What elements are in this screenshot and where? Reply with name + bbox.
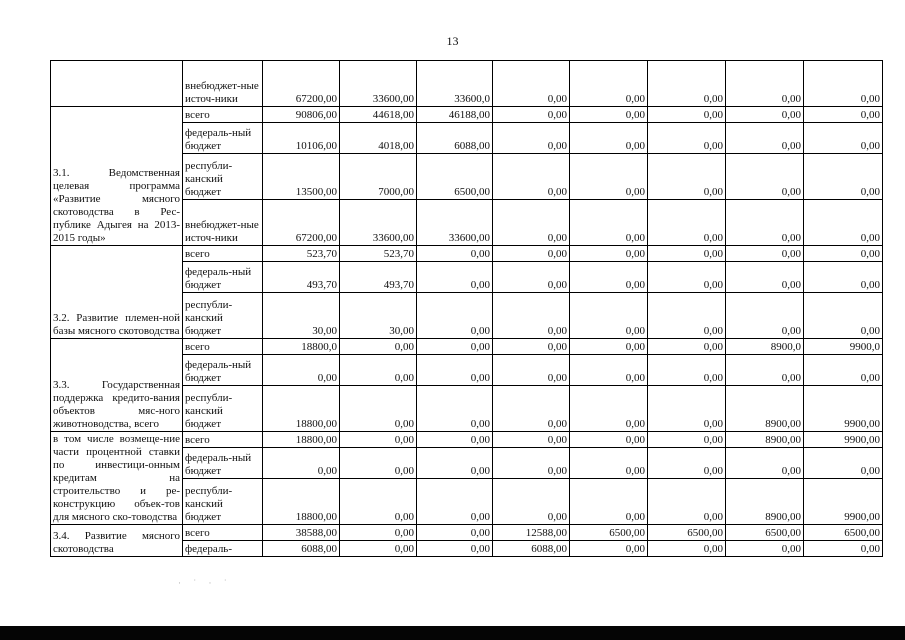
amount-cell: 18800,00 [263, 479, 340, 525]
funding-source-cell: внебюджет-ные источ-ники [183, 200, 263, 246]
amount-cell: 0,00 [804, 262, 883, 293]
amount-cell: 0,00 [804, 154, 883, 200]
amount-cell: 0,00 [648, 386, 726, 432]
amount-cell: 0,00 [648, 61, 726, 107]
amount-cell: 0,00 [648, 107, 726, 123]
program-name-cell: 3.2. Развитие племен-ной базы мясного скотоводства [51, 246, 183, 339]
amount-cell: 0,00 [804, 293, 883, 339]
amount-cell: 0,00 [417, 479, 493, 525]
amount-cell: 38588,00 [263, 525, 340, 541]
amount-cell: 493,70 [263, 262, 340, 293]
amount-cell: 0,00 [417, 432, 493, 448]
amount-cell: 0,00 [417, 355, 493, 386]
amount-cell: 67200,00 [263, 200, 340, 246]
amount-cell: 0,00 [417, 339, 493, 355]
amount-cell: 8900,00 [726, 386, 804, 432]
amount-cell: 33600,00 [340, 200, 417, 246]
amount-cell: 0,00 [417, 386, 493, 432]
amount-cell: 44618,00 [340, 107, 417, 123]
program-name-cell: 3.4. Развитие мясного скотоводства [51, 525, 183, 557]
amount-cell: 0,00 [570, 355, 648, 386]
budget-table [50, 60, 883, 557]
amount-cell: 9900,0 [804, 339, 883, 355]
amount-cell: 0,00 [726, 123, 804, 154]
amount-cell: 0,00 [648, 262, 726, 293]
amount-cell: 0,00 [570, 262, 648, 293]
amount-cell: 0,00 [648, 246, 726, 262]
amount-cell: 0,00 [493, 386, 570, 432]
amount-cell: 8900,0 [726, 339, 804, 355]
page-number: 13 [446, 34, 459, 48]
amount-cell: 0,00 [263, 355, 340, 386]
amount-cell: 0,00 [340, 448, 417, 479]
amount-cell: 493,70 [340, 262, 417, 293]
amount-cell: 33600,00 [417, 200, 493, 246]
funding-source-cell: федераль-ный бюджет [183, 448, 263, 479]
amount-cell: 0,00 [570, 246, 648, 262]
funding-source-cell: республи-канский бюджет [183, 479, 263, 525]
amount-cell: 4018,00 [340, 123, 417, 154]
amount-cell: 0,00 [570, 200, 648, 246]
amount-cell: 6500,00 [648, 525, 726, 541]
amount-cell: 0,00 [648, 541, 726, 557]
amount-cell: 12588,00 [493, 525, 570, 541]
amount-cell: 0,00 [493, 200, 570, 246]
amount-cell: 0,00 [417, 541, 493, 557]
amount-cell: 0,00 [804, 200, 883, 246]
amount-cell: 0,00 [417, 525, 493, 541]
funding-source-cell: всего [183, 525, 263, 541]
amount-cell: 0,00 [493, 123, 570, 154]
amount-cell: 6500,00 [570, 525, 648, 541]
amount-cell: 0,00 [804, 541, 883, 557]
amount-cell: 0,00 [493, 432, 570, 448]
amount-cell: 0,00 [648, 123, 726, 154]
amount-cell: 0,00 [340, 339, 417, 355]
amount-cell: 0,00 [493, 479, 570, 525]
table-body [51, 61, 883, 557]
funding-source-cell: федераль-ный бюджет [183, 123, 263, 154]
amount-cell: 0,00 [493, 339, 570, 355]
amount-cell: 0,00 [726, 154, 804, 200]
amount-cell: 6088,00 [417, 123, 493, 154]
amount-cell: 0,00 [804, 246, 883, 262]
funding-source-cell: республи-канский бюджет [183, 154, 263, 200]
amount-cell: 0,00 [493, 293, 570, 339]
funding-source-cell: республи-канский бюджет [183, 293, 263, 339]
amount-cell: 0,00 [726, 541, 804, 557]
table-row [51, 339, 883, 355]
amount-cell: 13500,00 [263, 154, 340, 200]
funding-source-cell: всего [183, 432, 263, 448]
amount-cell: 523,70 [263, 246, 340, 262]
amount-cell: 7000,00 [340, 154, 417, 200]
amount-cell: 90806,00 [263, 107, 340, 123]
amount-cell: 6088,00 [493, 541, 570, 557]
amount-cell: 0,00 [570, 107, 648, 123]
amount-cell: 0,00 [804, 123, 883, 154]
amount-cell: 0,00 [570, 541, 648, 557]
table-row [51, 107, 883, 123]
amount-cell: 0,00 [570, 432, 648, 448]
amount-cell: 6088,00 [263, 541, 340, 557]
amount-cell: 33600,00 [340, 61, 417, 107]
amount-cell: 0,00 [340, 386, 417, 432]
amount-cell: 0,00 [804, 448, 883, 479]
amount-cell: 18800,00 [263, 432, 340, 448]
program-name-cell: в том числе возмеще-ние части процентной ставки по инвестици-онным кредитам на строительство и ре-конструкцию объек-тов для мясного ско-товодства [51, 432, 183, 525]
amount-cell: 67200,00 [263, 61, 340, 107]
amount-cell: 0,00 [417, 246, 493, 262]
amount-cell: 0,00 [417, 262, 493, 293]
amount-cell: 0,00 [726, 262, 804, 293]
amount-cell: 10106,00 [263, 123, 340, 154]
amount-cell: 0,00 [648, 479, 726, 525]
amount-cell: 0,00 [570, 479, 648, 525]
amount-cell: 0,00 [726, 293, 804, 339]
amount-cell: 0,00 [726, 246, 804, 262]
amount-cell: 0,00 [493, 448, 570, 479]
amount-cell: 0,00 [648, 293, 726, 339]
funding-source-cell: федераль- [183, 541, 263, 557]
table-row [51, 61, 883, 107]
scan-bottom-edge [0, 626, 905, 640]
amount-cell: 0,00 [570, 154, 648, 200]
amount-cell: 0,00 [726, 200, 804, 246]
amount-cell: 0,00 [648, 339, 726, 355]
amount-cell: 6500,00 [804, 525, 883, 541]
amount-cell: 0,00 [340, 541, 417, 557]
amount-cell: 0,00 [804, 61, 883, 107]
funding-source-cell: республи-канский бюджет [183, 386, 263, 432]
table-row [51, 246, 883, 262]
amount-cell: 18800,00 [263, 386, 340, 432]
funding-source-cell: федераль-ный бюджет [183, 355, 263, 386]
funding-source-cell: федераль-ный бюджет [183, 262, 263, 293]
amount-cell: 8900,00 [726, 479, 804, 525]
amount-cell: 46188,00 [417, 107, 493, 123]
amount-cell: 0,00 [263, 448, 340, 479]
amount-cell: 6500,00 [726, 525, 804, 541]
amount-cell: 30,00 [340, 293, 417, 339]
amount-cell: 0,00 [648, 448, 726, 479]
amount-cell: 0,00 [340, 525, 417, 541]
amount-cell: 9900,00 [804, 386, 883, 432]
amount-cell: 33600,0 [417, 61, 493, 107]
amount-cell: 9900,00 [804, 479, 883, 525]
amount-cell: 0,00 [493, 262, 570, 293]
amount-cell: 0,00 [570, 386, 648, 432]
amount-cell: 0,00 [570, 339, 648, 355]
program-name-cell: 3.3. Государственная поддержка кредито-вания объектов мяс-ного животноводства, всего [51, 339, 183, 432]
amount-cell: 0,00 [648, 154, 726, 200]
amount-cell: 0,00 [570, 123, 648, 154]
amount-cell: 0,00 [726, 107, 804, 123]
funding-source-cell: всего [183, 107, 263, 123]
amount-cell: 0,00 [493, 107, 570, 123]
amount-cell: 0,00 [417, 448, 493, 479]
amount-cell: 0,00 [340, 355, 417, 386]
amount-cell: 0,00 [726, 355, 804, 386]
program-name-cell [51, 61, 183, 107]
amount-cell: 18800,0 [263, 339, 340, 355]
amount-cell: 0,00 [648, 200, 726, 246]
amount-cell: 0,00 [570, 448, 648, 479]
amount-cell: 8900,00 [726, 432, 804, 448]
table-row [51, 432, 883, 448]
amount-cell: 523,70 [340, 246, 417, 262]
scan-artifact: · ˙ · ˙ [178, 578, 232, 588]
table-row [51, 525, 883, 541]
funding-source-cell: внебюджет-ные источ-ники [183, 61, 263, 107]
amount-cell: 0,00 [417, 293, 493, 339]
funding-source-cell: всего [183, 339, 263, 355]
amount-cell: 0,00 [648, 355, 726, 386]
funding-source-cell: всего [183, 246, 263, 262]
amount-cell: 9900,00 [804, 432, 883, 448]
amount-cell: 30,00 [263, 293, 340, 339]
amount-cell: 0,00 [570, 61, 648, 107]
amount-cell: 0,00 [726, 448, 804, 479]
amount-cell: 0,00 [493, 154, 570, 200]
program-name-cell: 3.1. Ведомственная целевая программа «Развитие мясного скотоводства в Рес-публике Адыгея на 2013-2015 годы» [51, 107, 183, 246]
amount-cell: 0,00 [340, 432, 417, 448]
amount-cell: 0,00 [493, 61, 570, 107]
amount-cell: 0,00 [804, 107, 883, 123]
amount-cell: 6500,00 [417, 154, 493, 200]
amount-cell: 0,00 [340, 479, 417, 525]
amount-cell: 0,00 [493, 246, 570, 262]
amount-cell: 0,00 [493, 355, 570, 386]
amount-cell: 0,00 [804, 355, 883, 386]
amount-cell: 0,00 [570, 293, 648, 339]
amount-cell: 0,00 [648, 432, 726, 448]
amount-cell: 0,00 [726, 61, 804, 107]
